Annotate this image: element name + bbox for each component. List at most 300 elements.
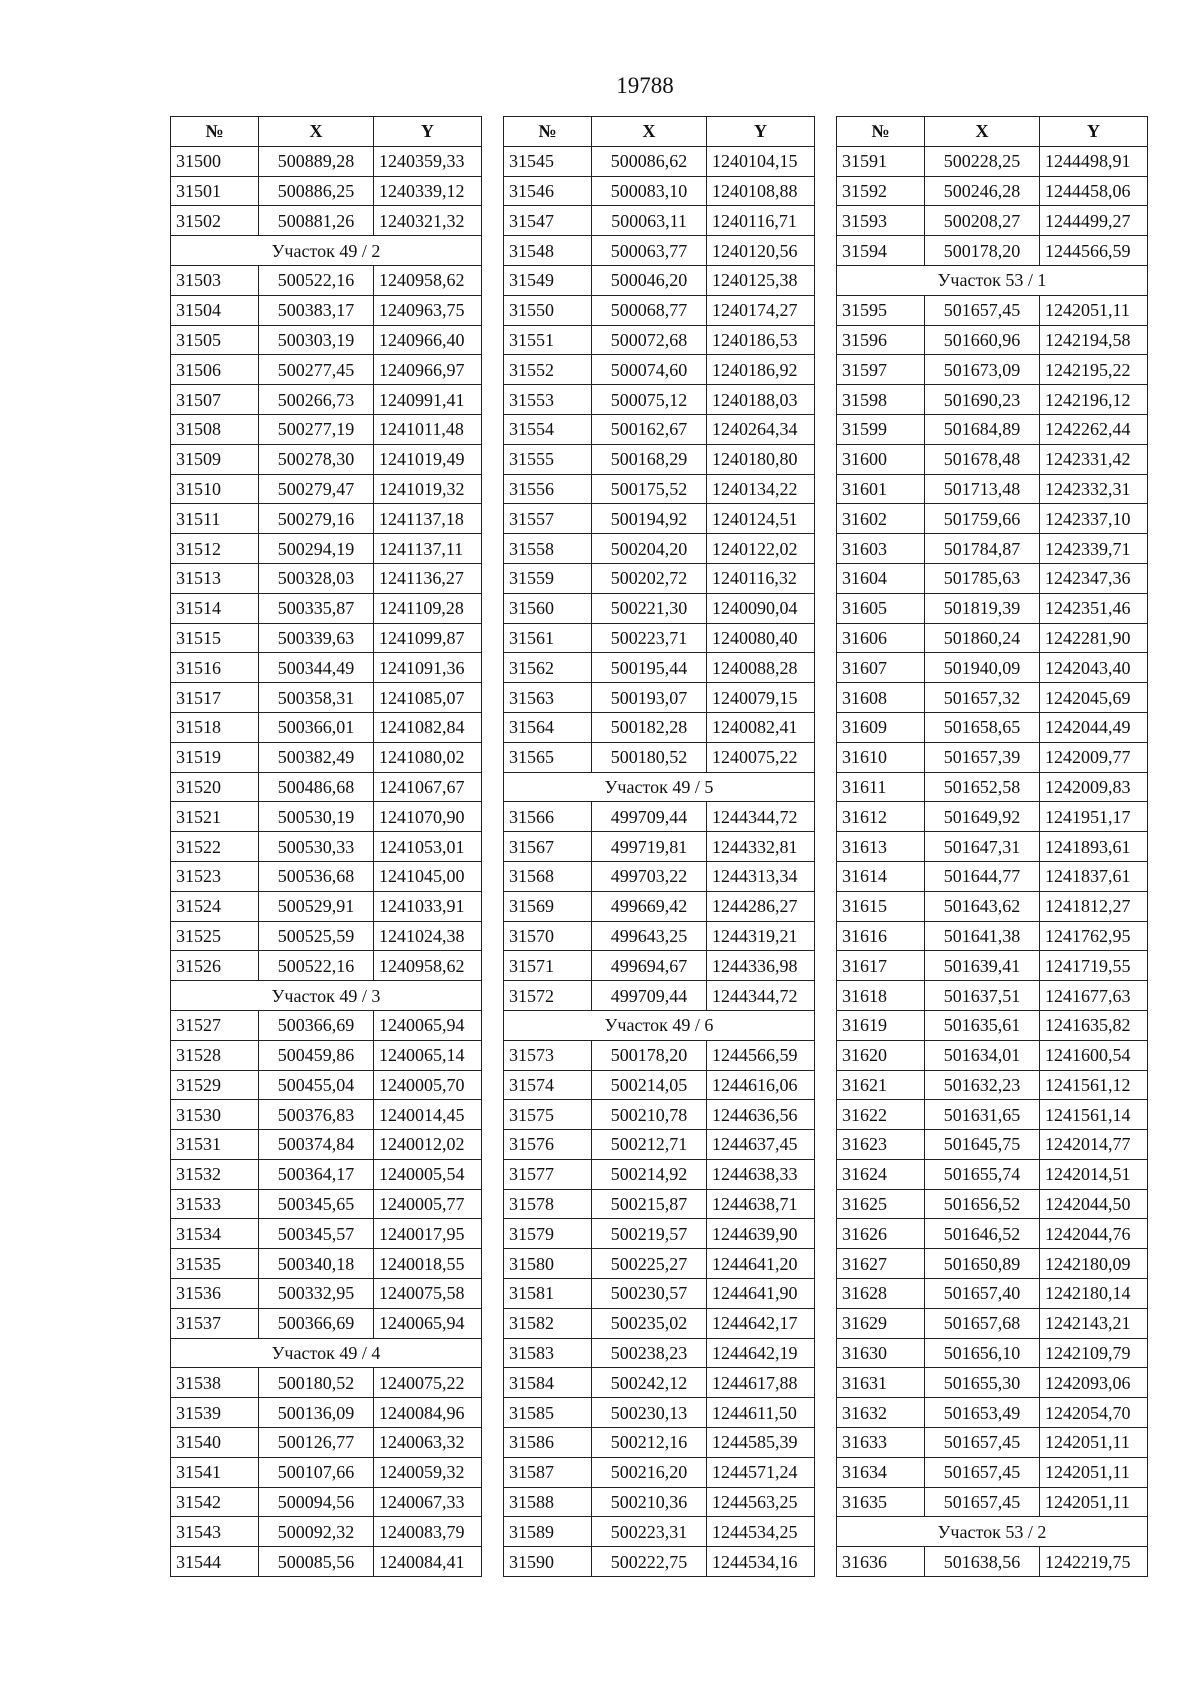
x-coordinate-cell: 501653,49 [925, 1398, 1040, 1428]
y-coordinate-cell: 1240116,71 [707, 206, 815, 236]
point-number-cell: 31599 [837, 414, 925, 444]
point-number-cell: 31602 [837, 504, 925, 534]
point-number-cell: 31598 [837, 385, 925, 415]
table-header-row [504, 117, 815, 147]
table-row [837, 146, 1148, 176]
y-coordinate-cell: 1240134,22 [707, 474, 815, 504]
point-number-cell: 31563 [504, 683, 592, 713]
y-coordinate-cell: 1244336,98 [707, 951, 815, 981]
y-coordinate-cell: 1240080,40 [707, 623, 815, 653]
point-number-cell: 31610 [837, 742, 925, 772]
point-number-cell: 31554 [504, 414, 592, 444]
point-number-cell: 31611 [837, 772, 925, 802]
point-number-cell: 31601 [837, 474, 925, 504]
y-coordinate-cell: 1241812,27 [1040, 891, 1148, 921]
y-coordinate-cell: 1242109,79 [1040, 1338, 1148, 1368]
point-number-cell: 31540 [171, 1428, 259, 1458]
x-coordinate-cell: 500194,92 [592, 504, 707, 534]
point-number-cell: 31526 [171, 951, 259, 981]
x-coordinate-cell: 499643,25 [592, 921, 707, 951]
y-coordinate-cell: 1241837,61 [1040, 861, 1148, 891]
table-row [837, 414, 1148, 444]
table-row [504, 802, 815, 832]
y-coordinate-cell: 1240966,40 [374, 325, 482, 355]
table-row [171, 355, 482, 385]
table-row [504, 1100, 815, 1130]
table-row [504, 1368, 815, 1398]
x-coordinate-cell: 500107,66 [259, 1457, 374, 1487]
table-row [837, 385, 1148, 415]
y-coordinate-cell: 1240186,53 [707, 325, 815, 355]
y-coordinate-cell: 1242054,70 [1040, 1398, 1148, 1428]
table-row [171, 385, 482, 415]
point-number-cell: 31556 [504, 474, 592, 504]
y-coordinate-cell: 1242180,09 [1040, 1249, 1148, 1279]
table-row [837, 802, 1148, 832]
x-coordinate-cell: 501656,52 [925, 1189, 1040, 1219]
y-coordinate-cell: 1241561,14 [1040, 1100, 1148, 1130]
table-row [837, 1070, 1148, 1100]
x-coordinate-cell: 500178,20 [592, 1040, 707, 1070]
table-row [504, 176, 815, 206]
y-coordinate-cell: 1242014,51 [1040, 1159, 1148, 1189]
point-number-cell: 31523 [171, 861, 259, 891]
x-coordinate-cell: 501784,87 [925, 534, 1040, 564]
x-coordinate-cell: 500246,28 [925, 176, 1040, 206]
x-coordinate-cell: 500223,31 [592, 1517, 707, 1547]
x-coordinate-cell: 501655,30 [925, 1368, 1040, 1398]
point-number-cell: 31614 [837, 861, 925, 891]
x-coordinate-cell: 500223,71 [592, 623, 707, 653]
y-coordinate-cell: 1242339,71 [1040, 534, 1148, 564]
point-number-cell: 31522 [171, 832, 259, 862]
point-number-cell: 31586 [504, 1428, 592, 1458]
x-coordinate-cell: 500212,16 [592, 1428, 707, 1458]
table-row [837, 891, 1148, 921]
y-coordinate-cell: 1242044,50 [1040, 1189, 1148, 1219]
section-row [837, 1517, 1148, 1547]
y-coordinate-cell: 1240065,14 [374, 1040, 482, 1070]
point-number-cell: 31591 [837, 146, 925, 176]
x-coordinate-cell: 500238,23 [592, 1338, 707, 1368]
table-row [837, 593, 1148, 623]
table-row [171, 265, 482, 295]
point-number-cell: 31535 [171, 1249, 259, 1279]
point-number-cell: 31609 [837, 712, 925, 742]
table-row [837, 1338, 1148, 1368]
point-number-cell: 31635 [837, 1487, 925, 1517]
x-coordinate-cell: 500063,77 [592, 236, 707, 266]
point-number-cell: 31631 [837, 1368, 925, 1398]
point-number-cell: 31519 [171, 742, 259, 772]
y-coordinate-cell: 1240084,96 [374, 1398, 482, 1428]
y-coordinate-cell: 1241762,95 [1040, 921, 1148, 951]
point-number-cell: 31529 [171, 1070, 259, 1100]
y-coordinate-cell: 1244286,27 [707, 891, 815, 921]
y-coordinate-cell: 1241635,82 [1040, 1010, 1148, 1040]
table-row [504, 385, 815, 415]
y-coordinate-cell: 1242332,31 [1040, 474, 1148, 504]
y-coordinate-cell: 1242281,90 [1040, 623, 1148, 653]
x-coordinate-cell: 501646,52 [925, 1219, 1040, 1249]
point-number-cell: 31619 [837, 1010, 925, 1040]
point-number-cell: 31595 [837, 295, 925, 325]
x-coordinate-cell: 500072,68 [592, 325, 707, 355]
y-coordinate-cell: 1241019,49 [374, 444, 482, 474]
point-number-cell: 31500 [171, 146, 259, 176]
y-coordinate-cell: 1244616,06 [707, 1070, 815, 1100]
x-coordinate-cell: 500202,72 [592, 563, 707, 593]
x-coordinate-cell: 501635,61 [925, 1010, 1040, 1040]
table-row [504, 1547, 815, 1577]
point-number-cell: 31510 [171, 474, 259, 504]
x-coordinate-cell: 500214,92 [592, 1159, 707, 1189]
point-number-cell: 31613 [837, 832, 925, 862]
x-coordinate-cell: 501650,89 [925, 1249, 1040, 1279]
table-row [504, 742, 815, 772]
point-number-cell: 31590 [504, 1547, 592, 1577]
table-row [504, 265, 815, 295]
point-number-cell: 31593 [837, 206, 925, 236]
table-row [837, 504, 1148, 534]
y-coordinate-cell: 1242009,77 [1040, 742, 1148, 772]
table-row [504, 951, 815, 981]
y-coordinate-cell: 1241080,02 [374, 742, 482, 772]
header-x: X [259, 117, 374, 147]
table-row [171, 1517, 482, 1547]
point-number-cell: 31575 [504, 1100, 592, 1130]
y-coordinate-cell: 1241109,28 [374, 593, 482, 623]
point-number-cell: 31544 [171, 1547, 259, 1577]
y-coordinate-cell: 1241893,61 [1040, 832, 1148, 862]
table-row [171, 1040, 482, 1070]
x-coordinate-cell: 500529,91 [259, 891, 374, 921]
y-coordinate-cell: 1240082,41 [707, 712, 815, 742]
point-number-cell: 31605 [837, 593, 925, 623]
y-coordinate-cell: 1240966,97 [374, 355, 482, 385]
point-number-cell: 31588 [504, 1487, 592, 1517]
x-coordinate-cell: 500168,29 [592, 444, 707, 474]
section-row [504, 1010, 815, 1040]
x-coordinate-cell: 500208,27 [925, 206, 1040, 236]
table-row [171, 802, 482, 832]
y-coordinate-cell: 1241099,87 [374, 623, 482, 653]
y-coordinate-cell: 1240014,45 [374, 1100, 482, 1130]
x-coordinate-cell: 500235,02 [592, 1308, 707, 1338]
table-row [504, 414, 815, 444]
point-number-cell: 31530 [171, 1100, 259, 1130]
x-coordinate-cell: 500536,68 [259, 861, 374, 891]
x-coordinate-cell: 500085,56 [259, 1547, 374, 1577]
point-number-cell: 31542 [171, 1487, 259, 1517]
table-row [837, 474, 1148, 504]
x-coordinate-cell: 501657,68 [925, 1308, 1040, 1338]
point-number-cell: 31604 [837, 563, 925, 593]
x-coordinate-cell: 500094,56 [259, 1487, 374, 1517]
x-coordinate-cell: 500195,44 [592, 653, 707, 683]
section-row [171, 981, 482, 1011]
x-coordinate-cell: 499703,22 [592, 861, 707, 891]
y-coordinate-cell: 1244638,71 [707, 1189, 815, 1219]
table-row [171, 653, 482, 683]
point-number-cell: 31618 [837, 981, 925, 1011]
coordinates-table-left [170, 116, 482, 1577]
x-coordinate-cell: 500376,83 [259, 1100, 374, 1130]
table-row [171, 683, 482, 713]
y-coordinate-cell: 1244458,06 [1040, 176, 1148, 206]
point-number-cell: 31589 [504, 1517, 592, 1547]
x-coordinate-cell: 500180,52 [259, 1368, 374, 1398]
table-row [171, 1010, 482, 1040]
y-coordinate-cell: 1244319,21 [707, 921, 815, 951]
table-row [171, 1368, 482, 1398]
table-row [171, 1487, 482, 1517]
x-coordinate-cell: 500216,20 [592, 1457, 707, 1487]
x-coordinate-cell: 500277,45 [259, 355, 374, 385]
table-row [171, 206, 482, 236]
x-coordinate-cell: 500175,52 [592, 474, 707, 504]
y-coordinate-cell: 1244637,45 [707, 1130, 815, 1160]
x-coordinate-cell: 500889,28 [259, 146, 374, 176]
y-coordinate-cell: 1244641,90 [707, 1279, 815, 1309]
point-number-cell: 31560 [504, 593, 592, 623]
point-number-cell: 31592 [837, 176, 925, 206]
y-coordinate-cell: 1242194,58 [1040, 325, 1148, 355]
y-coordinate-cell: 1240108,88 [707, 176, 815, 206]
x-coordinate-cell: 500332,95 [259, 1279, 374, 1309]
point-number-cell: 31521 [171, 802, 259, 832]
y-coordinate-cell: 1242347,36 [1040, 563, 1148, 593]
point-number-cell: 31561 [504, 623, 592, 653]
point-number-cell: 31547 [504, 206, 592, 236]
point-number-cell: 31503 [171, 265, 259, 295]
x-coordinate-cell: 501645,75 [925, 1130, 1040, 1160]
y-coordinate-cell: 1241045,00 [374, 861, 482, 891]
x-coordinate-cell: 500328,03 [259, 563, 374, 593]
x-coordinate-cell: 500459,86 [259, 1040, 374, 1070]
point-number-cell: 31537 [171, 1308, 259, 1338]
point-number-cell: 31552 [504, 355, 592, 385]
point-number-cell: 31541 [171, 1457, 259, 1487]
x-coordinate-cell: 500063,11 [592, 206, 707, 236]
point-number-cell: 31525 [171, 921, 259, 951]
x-coordinate-cell: 500374,84 [259, 1130, 374, 1160]
x-coordinate-cell: 501678,48 [925, 444, 1040, 474]
table-row [837, 534, 1148, 564]
y-coordinate-cell: 1244313,34 [707, 861, 815, 891]
x-coordinate-cell: 499709,44 [592, 981, 707, 1011]
table-row [171, 563, 482, 593]
point-number-cell: 31632 [837, 1398, 925, 1428]
x-coordinate-cell: 500277,19 [259, 414, 374, 444]
table-row [837, 1040, 1148, 1070]
x-coordinate-cell: 500092,32 [259, 1517, 374, 1547]
table-row [837, 653, 1148, 683]
x-coordinate-cell: 499709,44 [592, 802, 707, 832]
table-row [171, 444, 482, 474]
point-number-cell: 31596 [837, 325, 925, 355]
y-coordinate-cell: 1240005,77 [374, 1189, 482, 1219]
table-row [504, 534, 815, 564]
table-row [837, 1487, 1148, 1517]
x-coordinate-cell: 501657,45 [925, 1428, 1040, 1458]
table-row [171, 1219, 482, 1249]
y-coordinate-cell: 1244642,19 [707, 1338, 815, 1368]
point-number-cell: 31617 [837, 951, 925, 981]
point-number-cell: 31524 [171, 891, 259, 921]
x-coordinate-cell: 501652,58 [925, 772, 1040, 802]
section-row [837, 265, 1148, 295]
table-row [837, 623, 1148, 653]
table-row [504, 1398, 815, 1428]
table-row [171, 772, 482, 802]
table-row [837, 742, 1148, 772]
coordinates-table-middle [503, 116, 815, 1577]
point-number-cell: 31509 [171, 444, 259, 474]
point-number-cell: 31550 [504, 295, 592, 325]
table-row [171, 504, 482, 534]
table-row [837, 1159, 1148, 1189]
point-number-cell: 31549 [504, 265, 592, 295]
table-row [504, 1159, 815, 1189]
point-number-cell: 31607 [837, 653, 925, 683]
header-number: № [504, 117, 592, 147]
y-coordinate-cell: 1244638,33 [707, 1159, 815, 1189]
x-coordinate-cell: 501684,89 [925, 414, 1040, 444]
table-row [504, 1070, 815, 1100]
x-coordinate-cell: 499694,67 [592, 951, 707, 981]
table-row [504, 355, 815, 385]
x-coordinate-cell: 500279,16 [259, 504, 374, 534]
x-coordinate-cell: 500219,57 [592, 1219, 707, 1249]
header-number: № [171, 117, 259, 147]
table-row [504, 1338, 815, 1368]
table-row [837, 355, 1148, 385]
x-coordinate-cell: 501860,24 [925, 623, 1040, 653]
point-number-cell: 31551 [504, 325, 592, 355]
table-row [504, 623, 815, 653]
y-coordinate-cell: 1244642,17 [707, 1308, 815, 1338]
x-coordinate-cell: 500522,16 [259, 951, 374, 981]
y-coordinate-cell: 1240090,04 [707, 593, 815, 623]
point-number-cell: 31528 [171, 1040, 259, 1070]
y-coordinate-cell: 1241011,48 [374, 414, 482, 444]
y-coordinate-cell: 1241085,07 [374, 683, 482, 713]
point-number-cell: 31507 [171, 385, 259, 415]
point-number-cell: 31506 [171, 355, 259, 385]
table-row [837, 1547, 1148, 1577]
y-coordinate-cell: 1240005,70 [374, 1070, 482, 1100]
x-coordinate-cell: 500486,68 [259, 772, 374, 802]
point-number-cell: 31505 [171, 325, 259, 355]
point-number-cell: 31629 [837, 1308, 925, 1338]
table-row [504, 1428, 815, 1458]
y-coordinate-cell: 1242262,44 [1040, 414, 1148, 444]
table-row [171, 414, 482, 444]
x-coordinate-cell: 500345,65 [259, 1189, 374, 1219]
table-row [171, 623, 482, 653]
point-number-cell: 31564 [504, 712, 592, 742]
x-coordinate-cell: 500366,69 [259, 1308, 374, 1338]
y-coordinate-cell: 1242014,77 [1040, 1130, 1148, 1160]
x-coordinate-cell: 500266,73 [259, 385, 374, 415]
table-row [504, 981, 815, 1011]
table-row [837, 444, 1148, 474]
table-row [171, 1189, 482, 1219]
section-row [504, 772, 815, 802]
point-number-cell: 31546 [504, 176, 592, 206]
point-number-cell: 31520 [171, 772, 259, 802]
y-coordinate-cell: 1242331,42 [1040, 444, 1148, 474]
point-number-cell: 31514 [171, 593, 259, 623]
y-coordinate-cell: 1242051,11 [1040, 295, 1148, 325]
x-coordinate-cell: 500083,10 [592, 176, 707, 206]
y-coordinate-cell: 1244639,90 [707, 1219, 815, 1249]
y-coordinate-cell: 1241137,18 [374, 504, 482, 534]
table-row [504, 832, 815, 862]
x-coordinate-cell: 500193,07 [592, 683, 707, 713]
x-coordinate-cell: 500228,25 [925, 146, 1040, 176]
table-header-row [837, 117, 1148, 147]
table-row [171, 1279, 482, 1309]
x-coordinate-cell: 501655,74 [925, 1159, 1040, 1189]
x-coordinate-cell: 500075,12 [592, 385, 707, 415]
point-number-cell: 31543 [171, 1517, 259, 1547]
point-number-cell: 31570 [504, 921, 592, 951]
x-coordinate-cell: 501643,62 [925, 891, 1040, 921]
y-coordinate-cell: 1240012,02 [374, 1130, 482, 1160]
header-x: X [925, 117, 1040, 147]
point-number-cell: 31578 [504, 1189, 592, 1219]
table-row [837, 295, 1148, 325]
point-number-cell: 31513 [171, 563, 259, 593]
x-coordinate-cell: 501638,56 [925, 1547, 1040, 1577]
y-coordinate-cell: 1242219,75 [1040, 1547, 1148, 1577]
table-row [837, 1100, 1148, 1130]
table-row [171, 474, 482, 504]
table-row [837, 206, 1148, 236]
y-coordinate-cell: 1241033,91 [374, 891, 482, 921]
y-coordinate-cell: 1242009,83 [1040, 772, 1148, 802]
point-number-cell: 31531 [171, 1130, 259, 1160]
x-coordinate-cell: 500225,27 [592, 1249, 707, 1279]
table-row [171, 712, 482, 742]
x-coordinate-cell: 500530,33 [259, 832, 374, 862]
table-row [171, 1308, 482, 1338]
x-coordinate-cell: 500340,18 [259, 1249, 374, 1279]
table-row [837, 1457, 1148, 1487]
y-coordinate-cell: 1240005,54 [374, 1159, 482, 1189]
point-number-cell: 31627 [837, 1249, 925, 1279]
x-coordinate-cell: 500136,09 [259, 1398, 374, 1428]
point-number-cell: 31538 [171, 1368, 259, 1398]
x-coordinate-cell: 500210,78 [592, 1100, 707, 1130]
y-coordinate-cell: 1240186,92 [707, 355, 815, 385]
point-number-cell: 31568 [504, 861, 592, 891]
table-row [171, 325, 482, 355]
y-coordinate-cell: 1242180,14 [1040, 1279, 1148, 1309]
x-coordinate-cell: 500178,20 [925, 236, 1040, 266]
table-row [504, 474, 815, 504]
table-row [171, 1457, 482, 1487]
y-coordinate-cell: 1244636,56 [707, 1100, 815, 1130]
table-row [504, 1517, 815, 1547]
x-coordinate-cell: 500278,30 [259, 444, 374, 474]
table-row [837, 1219, 1148, 1249]
point-number-cell: 31565 [504, 742, 592, 772]
y-coordinate-cell: 1244585,39 [707, 1428, 815, 1458]
y-coordinate-cell: 1244534,16 [707, 1547, 815, 1577]
